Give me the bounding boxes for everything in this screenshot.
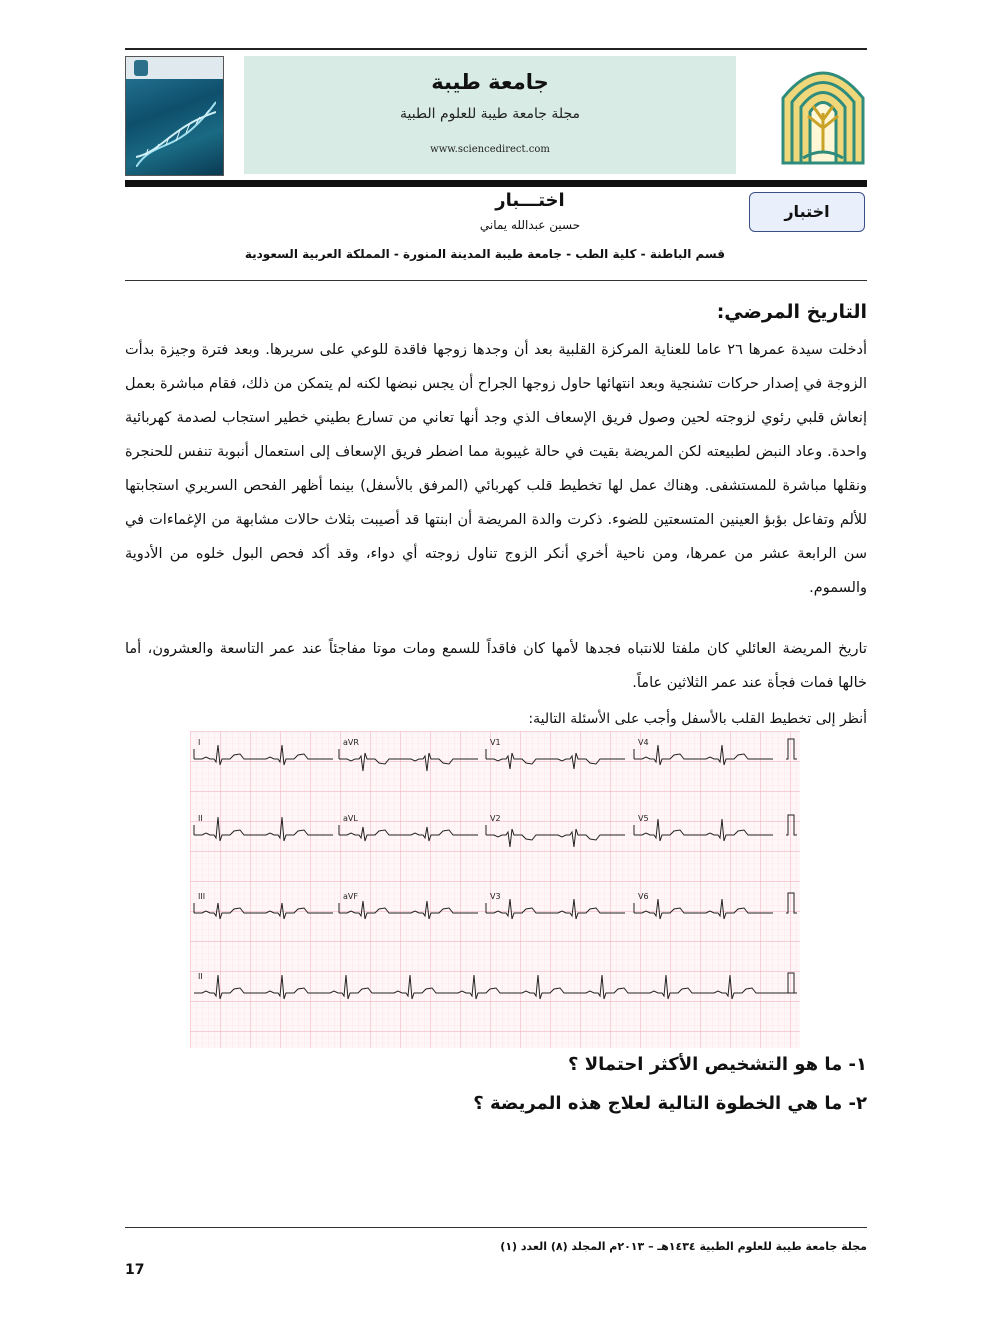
- journal-url[interactable]: www.sciencedirect.com: [430, 144, 550, 155]
- ecg-lead-label: II: [198, 972, 203, 981]
- ecg-lead-label: V4: [638, 738, 649, 747]
- ecg-instruction: أنظر إلى تخطيط القلب بالأسفل وأجب على الأسئلة التالية:: [528, 711, 867, 727]
- section-heading: التاريخ المرضي:: [716, 301, 867, 323]
- footer-rule: [125, 1227, 867, 1228]
- university-emblem-icon: [778, 58, 868, 170]
- article-title: اختـــبار: [495, 190, 565, 211]
- ecg-lead-label: aVL: [343, 814, 358, 823]
- university-name: جامعة طيبة: [431, 70, 549, 94]
- ecg-lead-label: aVR: [343, 738, 359, 747]
- ecg-lead-label: II: [198, 814, 203, 823]
- family-history-paragraph: تاريخ المريضة العائلي كان ملفتا للانتباه فجدها لأمها كان فاقداً للسمع ومات موتا مفاجئاً عند عمر التاسعة والعشرون، أما خالها فمات فجأة عند عمر الثلاثين عاماً.: [125, 641, 867, 691]
- ecg-lead-label: V6: [638, 892, 649, 901]
- history-paragraph: أدخلت سيدة عمرها ٢٦ عاما للعناية المركزة القلبية بعد أن وجدها زوجها فاقدة للوعي على سريرها. وبعد فترة وجيزة بدأت الزوجة في إصدار حركات تشنجية وبعد انتهائها حاول زوجها الجراح أن يجس نبضها لكنه لم يتمكن من ذلك، فقام مباشرة بعمل إنعاش قلبي رئوي لزوجته لحين وصول فريق الإسعاف الذي وجد أنها تعاني من تسارع بطيني خطير استجاب لصدمة كهربائية واحدة. وعاد النبض لطبيعته لكن المريضة بقيت في حالة غيبوبة مما اضطر فريق الإسعاف إلى استعمال أنبوبة تنفس للحنجرة ونقلها مباشرة للمستشفى. وهناك عمل لها تخطيط قلب كهربائي (المرفق بالأسفل) بينما أظهر الفحص السريري استجابتها للألم وتفاعل بؤبؤ العينين المتسعتين للضوء. ذكرت والدة المريضة أن ابنتها قد أصيبت بثلاث حالات مشابهة من الإغماءات في سن الرابعة عشر من عمرها، ومن ناحية أخري أنكر الزوج تناول زوجته أي دواء، وقد أكد فحص البول خلوه من الأدوية والسموم.: [125, 342, 867, 596]
- page-number: 17: [125, 1262, 145, 1278]
- author-affiliation: قسم الباطنة - كلية الطب - جامعة طيبة المدينة المنورة - المملكة العربية السعودية: [244, 247, 725, 261]
- article-type-badge: اختبار: [749, 192, 865, 232]
- ecg-lead-label: III: [198, 892, 206, 901]
- header-thick-rule: [125, 180, 867, 187]
- author-name: حسين عبدالله يماني: [479, 218, 581, 232]
- ecg-lead-label: V1: [490, 738, 501, 747]
- ecg-tracing-image: [190, 731, 800, 1048]
- top-rule: [125, 48, 867, 50]
- ecg-lead-label: V5: [638, 814, 649, 823]
- question-1: ١- ما هو التشخيص الأكثر احتمالا ؟: [568, 1054, 867, 1075]
- journal-cover-image: [125, 56, 224, 176]
- journal-name: مجلة جامعة طيبة للعلوم الطبية: [399, 106, 581, 122]
- ecg-lead-label: I: [198, 738, 201, 747]
- question-2: ٢- ما هي الخطوة التالية لعلاج هذه المريضة ؟: [473, 1093, 867, 1114]
- ecg-lead-label: aVF: [343, 892, 358, 901]
- section-rule: [125, 280, 867, 281]
- journal-citation-footer: مجلة جامعة طيبة للعلوم الطبية ١٤٣٤هـ – ٢٠١٣م المجلد (٨) العدد (١): [500, 1240, 867, 1253]
- ecg-lead-label: V3: [490, 892, 501, 901]
- ecg-lead-label: V2: [490, 814, 501, 823]
